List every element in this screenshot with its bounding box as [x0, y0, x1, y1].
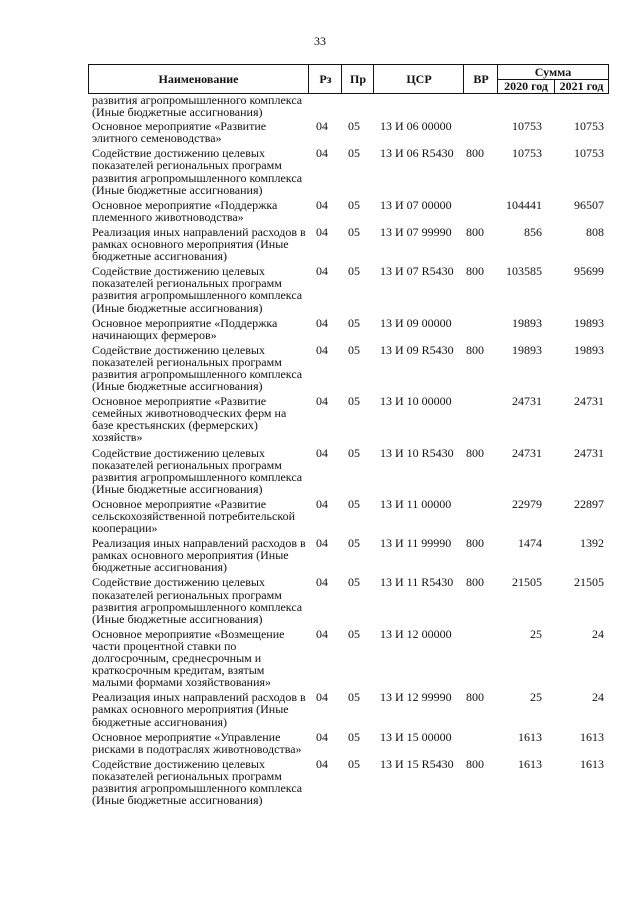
row-2021: 95699 [574, 264, 604, 279]
row-rz: 04 [316, 690, 328, 705]
row-rz: 04 [316, 394, 328, 409]
row-csr: 13 И 07 00000 [380, 197, 452, 212]
row-rz: 04 [316, 342, 328, 357]
row-2020: 25 [530, 626, 542, 641]
row-csr: 13 И 10 00000 [380, 394, 452, 409]
table-row [88, 758, 609, 806]
row-name: Содействие достижению целевых показателей региональных программ развития агропромышленного комплекса (Иные бюджетные ассигнования) [92, 146, 303, 197]
row-2020: 25 [530, 690, 542, 705]
row-vr: 800 [466, 756, 484, 771]
row-name: Содействие достижению целевых показателей региональных программ развития агропромышленного комплекса (Иные бюджетные ассигнования) [92, 756, 303, 808]
row-rz: 04 [316, 224, 328, 239]
row-pr: 05 [348, 575, 360, 590]
header-2020: 2020 год [504, 78, 548, 93]
row-csr: 13 И 11 00000 [380, 496, 452, 511]
continuation-text: развития агропромышленного комплекса (Иные бюджетные ассигнования) [92, 93, 303, 120]
row-pr: 05 [348, 626, 360, 641]
row-2020: 10753 [512, 119, 542, 134]
row-2020: 856 [524, 224, 542, 239]
table-row [88, 576, 609, 624]
row-pr: 05 [348, 536, 360, 551]
row-rz: 04 [316, 315, 328, 330]
row-2021: 808 [586, 224, 604, 239]
row-rz: 04 [316, 729, 328, 744]
row-2021: 24731 [574, 445, 604, 460]
row-rz: 04 [316, 536, 328, 551]
row-2020: 19893 [512, 342, 542, 357]
row-2020: 104441 [506, 197, 542, 212]
row-name: Содействие достижению целевых показателей региональных программ развития агропромышленного комплекса (Иные бюджетные ассигнования) [92, 342, 303, 394]
row-2020: 1474 [518, 536, 542, 551]
row-vr: 800 [466, 536, 484, 551]
row-2020: 10753 [512, 146, 542, 161]
row-2021: 10753 [574, 146, 604, 161]
row-csr: 13 И 11 R5430 [380, 575, 454, 590]
row-pr: 05 [348, 264, 360, 279]
row-vr: 800 [466, 146, 484, 161]
row-2020: 24731 [512, 445, 542, 460]
row-vr: 800 [466, 575, 484, 590]
row-2021: 19893 [574, 342, 604, 357]
row-2021: 96507 [574, 197, 604, 212]
row-2021: 1392 [580, 536, 604, 551]
table-row [88, 395, 609, 443]
row-2021: 24731 [574, 394, 604, 409]
row-name: Основное мероприятие «Поддержка племенного животноводства» [92, 197, 278, 224]
row-csr: 13 И 12 99990 [380, 690, 452, 705]
row-pr: 05 [348, 315, 360, 330]
table-row [88, 628, 609, 688]
row-csr: 13 И 10 R5430 [380, 445, 454, 460]
row-2021: 24 [592, 626, 604, 641]
row-2020: 21505 [512, 575, 542, 590]
row-csr: 13 И 12 00000 [380, 626, 452, 641]
header-vr: ВР [463, 65, 498, 93]
row-2020: 19893 [512, 315, 542, 330]
table-row [88, 265, 609, 313]
row-2020: 22979 [512, 496, 542, 511]
header-csr: ЦСР [373, 65, 464, 93]
table-row [88, 731, 609, 755]
row-name: Основное мероприятие «Развитие элитного семеноводства» [92, 119, 267, 146]
row-vr: 800 [466, 264, 484, 279]
table-row [88, 691, 609, 727]
row-2021: 19893 [574, 315, 604, 330]
header-sum-group [497, 65, 608, 93]
row-rz: 04 [316, 445, 328, 460]
row-name: Содействие достижению целевых показателей региональных программ развития агропромышленного комплекса (Иные бюджетные ассигнования) [92, 264, 303, 315]
row-name: Основное мероприятие «Поддержка начинающих фермеров» [92, 315, 278, 342]
row-vr: 800 [466, 342, 484, 357]
row-2020: 1613 [518, 756, 542, 771]
table-row [88, 447, 609, 495]
row-pr: 05 [348, 224, 360, 239]
row-vr: 800 [466, 224, 484, 239]
row-rz: 04 [316, 264, 328, 279]
header-pr: Пр [341, 65, 374, 93]
continuation-row [88, 94, 609, 118]
table-header [88, 64, 609, 94]
row-csr: 13 И 09 R5430 [380, 342, 454, 357]
row-pr: 05 [348, 394, 360, 409]
row-rz: 04 [316, 197, 328, 212]
page-number: 33 [314, 34, 326, 48]
row-rz: 04 [316, 756, 328, 771]
table-row [88, 199, 609, 223]
row-name: Реализация иных направлений расходов в рамках основного мероприятия (Иные бюджетные ассигнования) [92, 224, 306, 264]
table-row [88, 120, 609, 144]
row-pr: 05 [348, 119, 360, 134]
table-row [88, 344, 609, 392]
row-name: Содействие достижению целевых показателей региональных программ развития агропромышленного комплекса (Иные бюджетные ассигнования) [92, 575, 303, 626]
row-2021: 1613 [580, 729, 604, 744]
row-csr: 13 И 15 R5430 [380, 756, 454, 771]
row-rz: 04 [316, 496, 328, 511]
table-row [88, 537, 609, 573]
row-2020: 103585 [506, 264, 542, 279]
row-2021: 22897 [574, 496, 604, 511]
row-csr: 13 И 11 99990 [380, 536, 452, 551]
row-pr: 05 [348, 729, 360, 744]
row-pr: 05 [348, 496, 360, 511]
table-row [88, 498, 609, 534]
row-2021: 1613 [580, 756, 604, 771]
row-2021: 10753 [574, 119, 604, 134]
table-row [88, 226, 609, 262]
row-csr: 13 И 09 00000 [380, 315, 452, 330]
row-name: Содействие достижению целевых показателей региональных программ развития агропромышленного комплекса (Иные бюджетные ассигнования) [92, 445, 303, 496]
row-vr: 800 [466, 445, 484, 460]
row-2020: 24731 [512, 394, 542, 409]
row-rz: 04 [316, 119, 328, 134]
row-csr: 13 И 07 R5430 [380, 264, 454, 279]
header-rz: Рз [308, 65, 342, 93]
row-csr: 13 И 15 00000 [380, 729, 452, 744]
row-rz: 04 [316, 626, 328, 641]
row-2021: 21505 [574, 575, 604, 590]
row-pr: 05 [348, 445, 360, 460]
header-sum: Сумма [498, 65, 608, 80]
row-pr: 05 [348, 690, 360, 705]
row-rz: 04 [316, 146, 328, 161]
row-2021: 24 [592, 690, 604, 705]
row-csr: 13 И 07 99990 [380, 224, 452, 239]
row-name: Основное мероприятие «Управление рисками в подотраслях животноводства» [92, 729, 302, 756]
row-name: Основное мероприятие «Возмещение части процентной ставки по долгосрочным, среднесрочным и краткосрочным кредитам, взятым малыми формами хозяйствования» [92, 626, 285, 690]
row-csr: 13 И 06 R5430 [380, 146, 454, 161]
table-body [88, 94, 609, 809]
table-row [88, 147, 609, 195]
row-pr: 05 [348, 197, 360, 212]
header-name: Наименование [158, 71, 239, 86]
row-pr: 05 [348, 146, 360, 161]
header-2021: 2021 год [554, 79, 608, 93]
row-rz: 04 [316, 575, 328, 590]
table-row [88, 317, 609, 341]
row-name: Реализация иных направлений расходов в рамках основного мероприятия (Иные бюджетные ассигнования) [92, 690, 306, 729]
row-pr: 05 [348, 342, 360, 357]
row-name: Основное мероприятие «Развитие сельскохозяйственной потребительской кооперации» [92, 496, 295, 536]
row-csr: 13 И 06 00000 [380, 119, 452, 134]
row-name: Основное мероприятие «Развитие семейных животноводческих ферм на базе крестьянских (фермерских) хозяйств» [92, 394, 287, 445]
row-pr: 05 [348, 756, 360, 771]
row-name: Реализация иных направлений расходов в рамках основного мероприятия (Иные бюджетные ассигнования) [92, 536, 306, 575]
row-vr: 800 [466, 690, 484, 705]
row-2020: 1613 [518, 729, 542, 744]
